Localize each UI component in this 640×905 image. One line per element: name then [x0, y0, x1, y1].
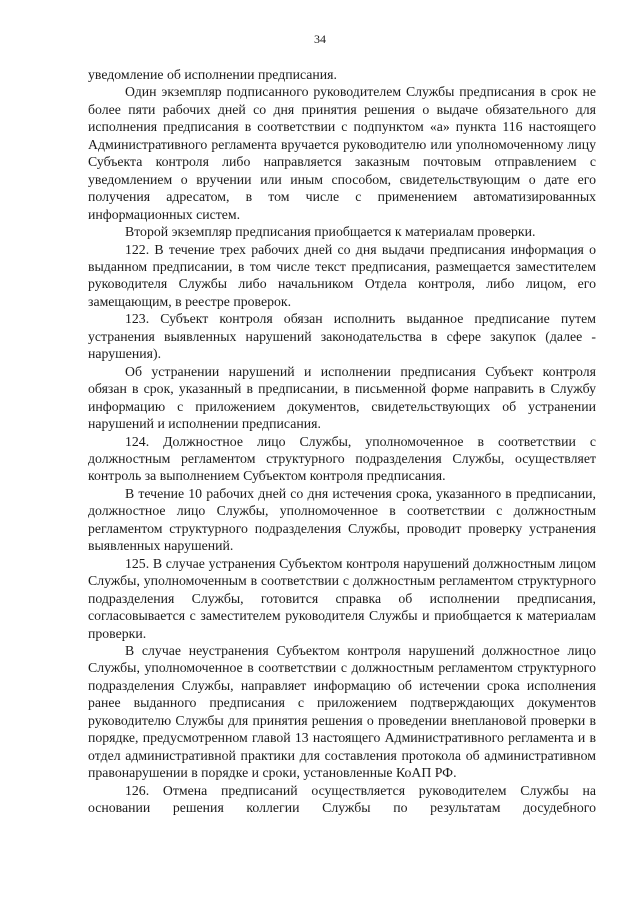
- document-body: [88, 66, 596, 816]
- paragraph: уведомление об исполнении предписания.: [88, 67, 337, 82]
- page-number: 34: [314, 32, 326, 46]
- paragraph: В течение 10 рабочих дней со дня истечения срока, указанного в предписании, должностное лицо Службы, уполномоченное в соответствии с должностным регламентом структурного подразделения Службы, проводит проверку устранения выявленных нарушений.: [88, 485, 596, 554]
- paragraph: Один экземпляр подписанного руководителем Службы предписания в срок не более пяти рабочих дней со дня принятия решения о выдаче обязательного для исполнения предписания в соответствии с подпунктом «а» пункта 116 настоящего Административного регламента вручается руководителю или уполномоченному лицу Субъекта контроля либо направляется заказным почтовым отправлением с уведомлением о вручении или иным способом, свидетельствующим о дате его получения адресатом, в том числе с применением автоматизированных информационных систем.: [88, 84, 596, 222]
- paragraph: 124. Должностное лицо Службы, уполномоченное в соответствии с должностным регламентом структурного подразделения Службы, осуществляет контроль за выполнением Субъектом контроля предписания.: [88, 433, 596, 484]
- paragraph: 123. Субъект контроля обязан исполнить выданное предписание путем устранения выявленных нарушений законодательства в сфере закупок (далее - нарушения).: [88, 311, 596, 362]
- paragraph: В случае неустранения Субъектом контроля нарушений должностное лицо Службы, уполномоченное в соответствии с должностным регламентом структурного подразделения Службы, направляет информацию об истечении срока исполнения ранее выданного предписания с приложением подтверждающих документов руководителю Службы для принятия решения о проведении внеплановой проверки в порядке, предусмотренном главой 13 настоящего Административного регламента и в отдел административной практики для составления протокола об административном правонарушении в порядке и сроки, установленные КоАП РФ.: [88, 642, 596, 781]
- paragraph: 122. В течение трех рабочих дней со дня выдачи предписания информация о выданном предписании, в том числе текст предписания, размещается заместителем руководителя Службы либо начальником Отдела контроля, либо лицом, его замещающим, в реестре проверок.: [88, 241, 596, 309]
- paragraph: 125. В случае устранения Субъектом контроля нарушений должностным лицом Службы, уполномоченным в соответствии с должностным регламентом структурного подразделения Службы, готовится справка об исполнении предписания, согласовывается с заместителем руководителя Службы и приобщается к материалам проверки.: [88, 555, 596, 641]
- paragraph: Второй экземпляр предписания приобщается к материалам проверки.: [125, 224, 536, 240]
- paragraph: 126. Отмена предписаний осуществляется руководителем Службы на основании решения коллегии Службы по результатам досудебного: [88, 782, 596, 816]
- paragraph: Об устранении нарушений и исполнении предписания Субъект контроля обязан в срок, указанный в предписании, в письменной форме направить в Службу информацию с приложением документов, свидетельствующих об устранении нарушений и исполнении предписания.: [88, 363, 596, 432]
